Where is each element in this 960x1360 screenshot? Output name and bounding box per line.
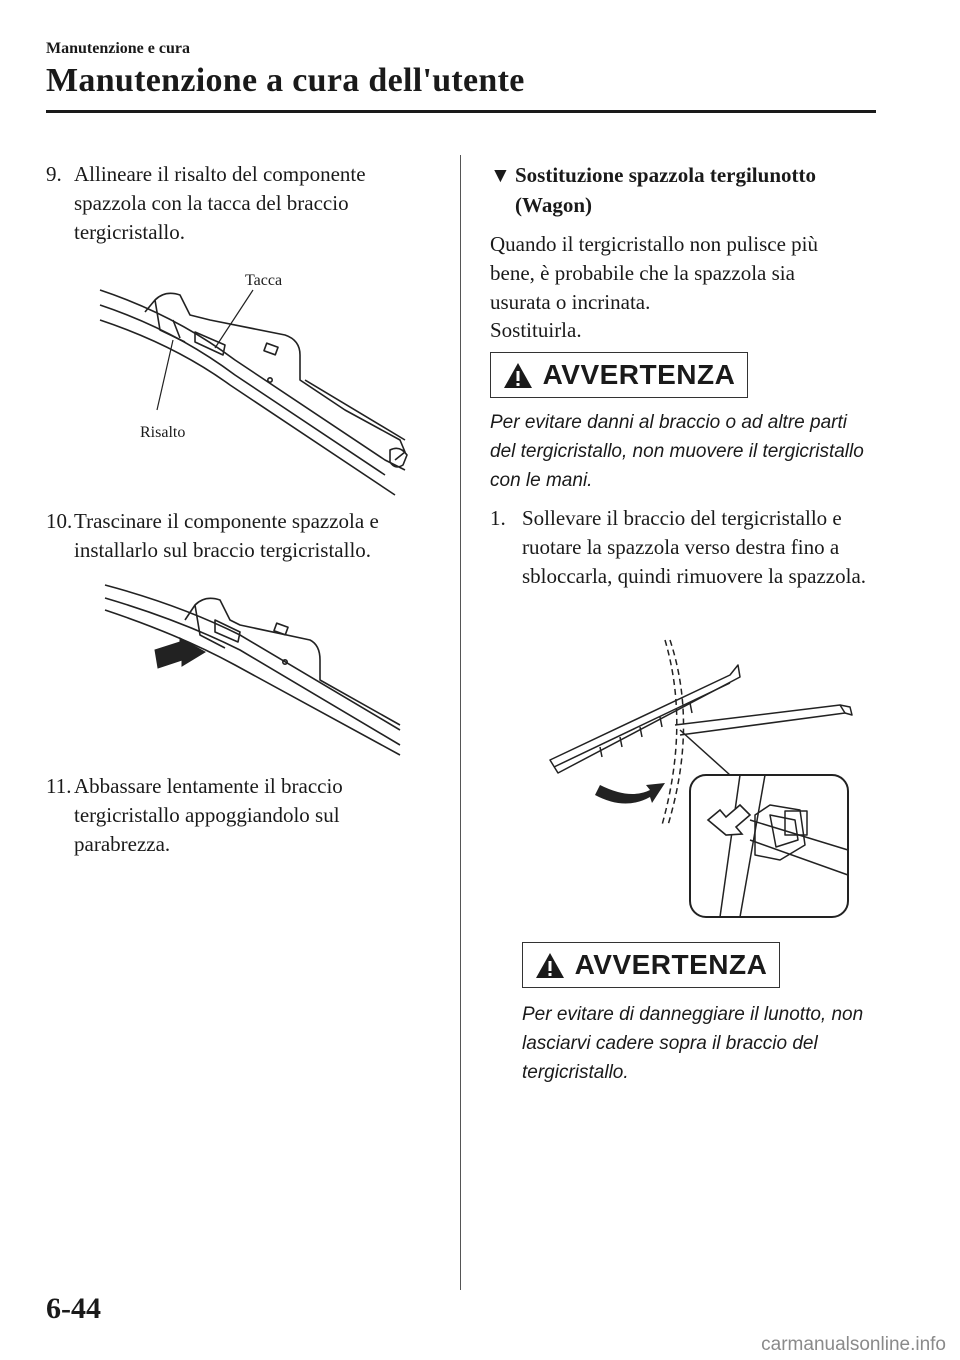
callout-risalto: Risalto — [140, 424, 186, 441]
watermark: carmanualsonline.info — [761, 1334, 946, 1355]
intro-instruction: Sostituirla. — [490, 318, 582, 342]
page-number: 6-44 — [46, 1292, 101, 1325]
warning-label: AVVERTENZA — [574, 949, 768, 980]
callout-tacca: Tacca — [245, 272, 283, 289]
warning-badge — [490, 352, 748, 398]
page-title: Manutenzione a cura dell'utente — [46, 62, 525, 99]
step-text: Allineare il risalto del componente spazzola con la tacca del braccio tergicristallo. — [74, 162, 366, 244]
step-1 — [490, 504, 870, 624]
wiper-install-illustration — [100, 580, 410, 760]
tacca-leader-line — [215, 290, 253, 348]
step-11 — [46, 772, 446, 862]
warning-triangle-icon — [535, 952, 565, 979]
direction-arrow-icon — [708, 805, 750, 835]
warning-triangle-icon — [503, 362, 533, 389]
slide-arrow-icon — [155, 638, 205, 668]
step-number: 1. — [490, 506, 506, 530]
risalto-leader-line — [157, 340, 173, 410]
warning-text-2: Per evitare di danneggiare il lunotto, non lasciarvi cadere sopra il braccio del tergicristallo. — [522, 1004, 864, 1083]
title-rule — [46, 110, 876, 113]
rotate-arrow-icon — [595, 783, 665, 804]
step-text: Abbassare lentamente il braccio tergicristallo appoggiandolo sul parabrezza. — [74, 774, 343, 856]
heading-text: Sostituzione spazzola tergilunotto (Wagon) — [515, 163, 816, 217]
step-text: Trascinare il componente spazzola e installarlo sul braccio tergicristallo. — [74, 509, 379, 562]
warning-text: Per evitare danni al braccio o ad altre parti del tergicristallo, non muovere il tergicristallo con le mani. — [490, 412, 864, 491]
intro-paragraph: Quando il tergicristallo non pulisce più bene, è probabile che la spazzola sia usurata o incrinata. — [490, 232, 818, 314]
wiper-alignment-illustration — [95, 270, 415, 500]
step-number: 9. — [46, 162, 62, 186]
rear-wiper-removal-illustration — [540, 635, 860, 925]
step-10 — [46, 507, 446, 567]
step-text: Sollevare il braccio del tergicristallo e ruotare la spazzola verso destra fino a sbloccarla, quindi rimuovere la spazzola. — [522, 506, 867, 588]
step-9 — [46, 160, 436, 250]
section-label: Manutenzione e cura — [46, 40, 190, 57]
heading-marker-icon: ▼ — [490, 163, 511, 187]
column-divider — [460, 155, 461, 1290]
step-number: 11. — [46, 774, 72, 798]
step-number: 10. — [46, 509, 73, 533]
warning-label: AVVERTENZA — [542, 359, 736, 390]
warning-badge-2 — [522, 942, 780, 988]
